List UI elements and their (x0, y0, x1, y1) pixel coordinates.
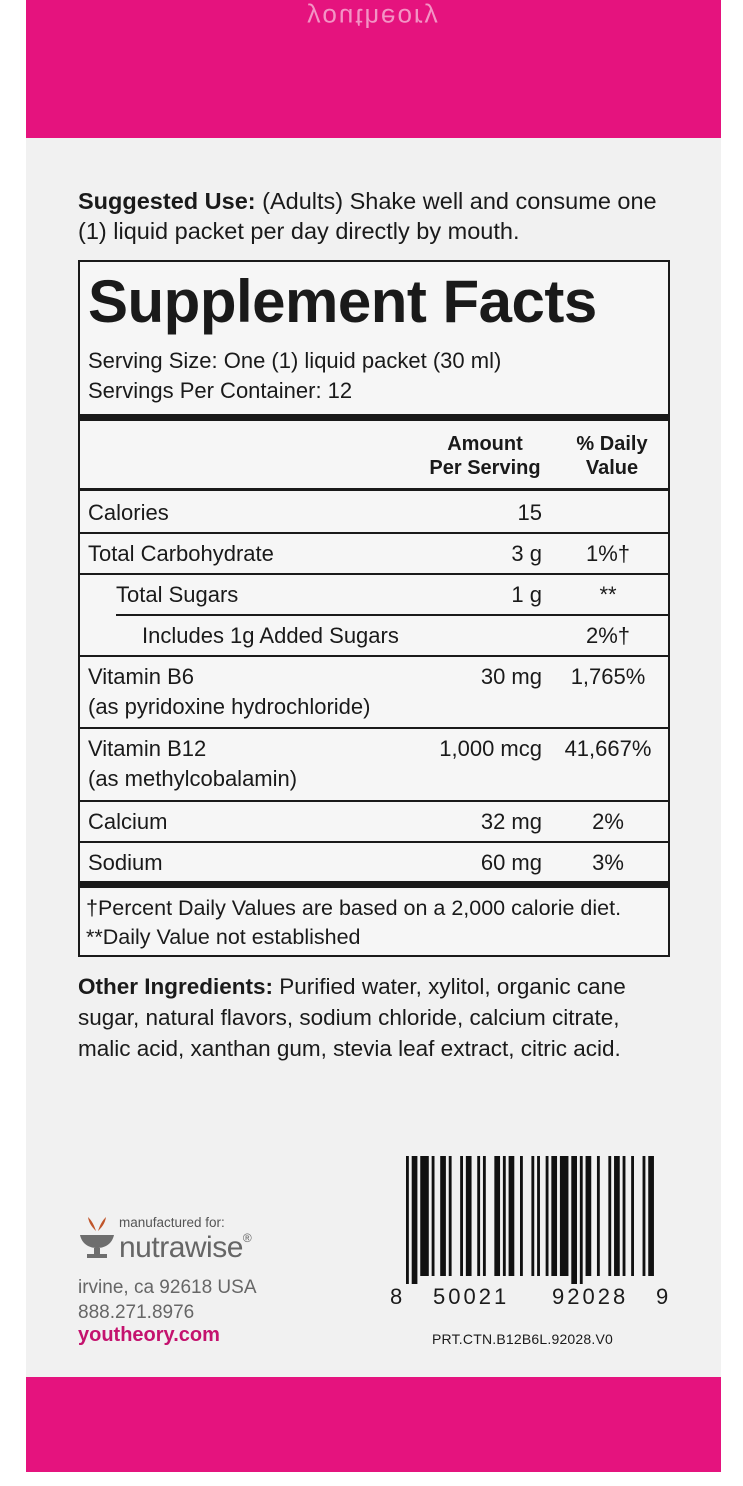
row-carb-amount: 3 g (511, 541, 542, 566)
website-link: youtheory.com (78, 1324, 220, 1346)
row-sodium-dv: 3% (592, 850, 624, 875)
other-ingredients-text: Purified water, xylitol, organic cane sugar, natural flavors, sodium chloride, calcium citrate, malic acid, xanthan gum, stevia leaf extract, citric acid. (78, 974, 626, 1061)
barcode-bar (494, 1156, 500, 1276)
row-added-sugars-label: Includes 1g Added Sugars (142, 623, 399, 648)
header-divider (80, 488, 668, 491)
suggested-use-text: (Adults) Shake well and consume one (1) liquid packet per day directly by mouth. (78, 188, 657, 244)
barcode-bar (449, 1156, 452, 1276)
nutrawise-logo-icon (79, 1213, 115, 1263)
row-b6-dv: 1,765% (570, 664, 646, 689)
col-header-amount: Amount Per Serving (429, 433, 541, 479)
row-divider (80, 841, 668, 843)
row-added-sugars-dv: 2%† (585, 623, 631, 648)
barcode-bar (560, 1156, 569, 1276)
barcode-bar (623, 1156, 626, 1276)
barcode-bar (477, 1156, 480, 1276)
manufactured-for-label: manufactured for: (119, 1215, 225, 1230)
top-brand-band (26, 0, 721, 138)
row-sodium-label: Sodium (88, 850, 163, 875)
barcode-bar (580, 1156, 583, 1284)
barcode-bar (406, 1156, 409, 1284)
footnote-not-established: **Daily Value not established (86, 925, 361, 949)
servings-per-container: Servings Per Container: 12 (88, 378, 353, 403)
part-number: PRT.CTN.B12B6L.92028.V0 (432, 1331, 614, 1347)
barcode-bar (648, 1156, 654, 1276)
barcode-bar (537, 1156, 540, 1276)
barcode-bar (509, 1156, 515, 1276)
row-divider (116, 614, 668, 616)
footnote-dv: †Percent Daily Values are based on a 2,000 calorie diet. (86, 896, 622, 920)
row-calories-amount: 15 (517, 500, 542, 525)
barcode-digit-left: 8 (390, 1284, 403, 1309)
supplement-facts-panel (78, 260, 670, 957)
row-divider (80, 727, 668, 729)
manufacturer-phone: 888.271.8976 (78, 1302, 195, 1323)
row-calcium-amount: 32 mg (480, 809, 542, 834)
barcode-bar (440, 1156, 446, 1276)
nutrawise-wordmark: nutrawise® (119, 1231, 252, 1264)
thick-divider-bottom (80, 881, 668, 888)
row-carb-dv: 1%† (585, 541, 631, 566)
row-sugars-label: Total Sugars (116, 582, 239, 607)
row-calcium-label: Calcium (88, 809, 168, 834)
barcode-bar (643, 1156, 646, 1276)
barcode-bar (571, 1156, 577, 1284)
row-divider (80, 573, 668, 575)
barcode-bar (520, 1156, 523, 1276)
row-sugars-dv: ** (599, 582, 617, 607)
barcode-group-2: 92028 (552, 1284, 629, 1309)
row-b12-label: Vitamin B12 (as methylcobalamin) (88, 736, 298, 791)
other-ingredients-label: Other Ingredients: (78, 974, 274, 999)
barcode-bar (531, 1156, 534, 1276)
row-divider (80, 800, 668, 802)
row-b12-amount: 1,000 mcg (439, 736, 542, 761)
row-b12-dv: 41,667% (564, 736, 652, 761)
barcode-group-1: 50021 (433, 1284, 510, 1309)
manufacturer-city: irvine, ca 92618 USA (78, 1277, 257, 1298)
manufacturer-address (78, 1275, 257, 1325)
serving-size: Serving Size: One (1) liquid packet (30 ml) (88, 348, 502, 373)
barcode-bar (586, 1156, 592, 1276)
col-header-dv: % Daily Value (576, 433, 648, 479)
barcode-bar (608, 1156, 611, 1276)
row-calcium-dv: 2% (592, 809, 624, 834)
barcode-bar (460, 1156, 463, 1276)
row-sodium-amount: 60 mg (480, 850, 542, 875)
barcode-bar (614, 1156, 620, 1276)
suggested-use-label: Suggested Use: (78, 188, 256, 214)
bottom-brand-band (26, 1377, 721, 1472)
suggested-use (78, 186, 678, 246)
barcode-bar (466, 1156, 472, 1276)
barcode-bar (483, 1156, 486, 1276)
row-sugars-amount: 1 g (511, 582, 542, 607)
barcode-bar (432, 1156, 435, 1276)
serving-info (88, 346, 501, 406)
barcode-bar (597, 1156, 600, 1276)
barcode-bar (546, 1156, 549, 1276)
row-divider (80, 532, 668, 534)
barcode-bar (503, 1156, 506, 1276)
row-divider (80, 655, 668, 657)
barcode-bar (412, 1156, 418, 1284)
barcode-bar (631, 1156, 634, 1276)
row-carb-label: Total Carbohydrate (88, 541, 274, 566)
other-ingredients (78, 971, 678, 1064)
thick-divider-top (80, 414, 668, 421)
barcode-bar (420, 1156, 429, 1276)
barcode-bar (551, 1156, 557, 1276)
mirrored-brand-text: youtheory (307, 3, 440, 33)
row-b6-label: Vitamin B6 (as pyridoxine hydrochloride) (88, 664, 371, 719)
row-b6-amount: 30 mg (480, 664, 542, 689)
supplement-facts-title: Supplement Facts (88, 268, 597, 335)
barcode-digit-right: 9 (656, 1284, 669, 1309)
barcode-image (404, 1156, 660, 1284)
row-calories-label: Calories (88, 500, 169, 525)
